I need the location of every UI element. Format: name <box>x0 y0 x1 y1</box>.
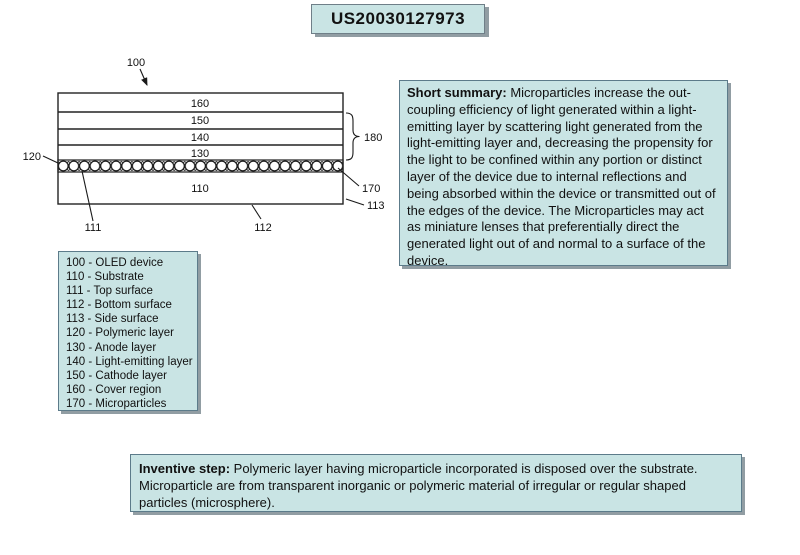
patent-number-badge: US20030127973 <box>311 4 485 34</box>
callout-side-surface: 113 <box>367 200 385 212</box>
legend-item: 120 - Polymeric layer <box>66 327 175 340</box>
callout-top-surface: 111 <box>84 222 102 234</box>
label-anode-layer: 130 <box>190 148 210 160</box>
legend-item: 113 - Side surface <box>66 313 159 326</box>
device-diagram <box>0 0 400 250</box>
legend-item: 111 - Top surface <box>66 285 153 298</box>
label-cover-region: 160 <box>190 98 210 110</box>
legend-item: 170 - Microparticles <box>66 397 167 410</box>
inventive-heading: Inventive step: <box>139 461 231 476</box>
callout-oled-stack: 180 <box>364 132 383 144</box>
short-summary-box <box>399 80 728 266</box>
callout-bottom-surface: 112 <box>254 222 272 234</box>
leader-microparticles <box>338 168 359 186</box>
label-light-emitting-layer: 140 <box>190 132 210 144</box>
inventive-step-box <box>130 454 742 512</box>
callout-oled-device: 100 <box>126 57 146 69</box>
legend-item: 150 - Cathode layer <box>66 369 168 382</box>
reference-legend <box>58 251 198 411</box>
stack-brace <box>346 113 360 160</box>
label-cathode-layer: 150 <box>190 115 210 127</box>
summary-heading: Short summary: <box>407 85 507 100</box>
leader-bottom-surface <box>252 205 261 219</box>
legend-item: 110 - Substrate <box>66 271 144 284</box>
leader-polymeric-layer <box>43 156 58 163</box>
legend-item: 140 - Light-emitting layer <box>66 355 193 368</box>
legend-item: 112 - Bottom surface <box>66 299 172 312</box>
legend-item: 100 - OLED device <box>66 257 164 269</box>
callout-polymeric-layer: 120 <box>22 151 41 163</box>
callout-microparticles: 170 <box>362 183 381 195</box>
summary-body: Microparticles increase the out-coupling efficiency of light generated within a light-emitting layer by scattering light generated from the light-emitting layer and, decreasing the propensity for the light to be confined within any portion or distinct layer of the device due to internal reflections and being absorbed within the device or transmitted out of the edges of the device. The Microparticles may act as miniature lenses that preferentially direct the generated light out of and normal to a surface of the device. <box>407 85 716 268</box>
legend-item: 130 - Anode layer <box>66 341 157 354</box>
leader-top-surface <box>82 171 93 221</box>
inventive-body: Polymeric layer having microparticle incorporated is disposed over the substrate. Microparticle are from transparent inorganic or polymeric material of irregular or regular shaped particles (microsphere). <box>139 461 698 510</box>
legend-item: 160 - Cover region <box>66 383 162 396</box>
device-arrow <box>140 69 147 85</box>
label-substrate: 110 <box>191 183 209 195</box>
microparticle-band <box>58 160 343 172</box>
leader-side-surface <box>346 199 364 205</box>
